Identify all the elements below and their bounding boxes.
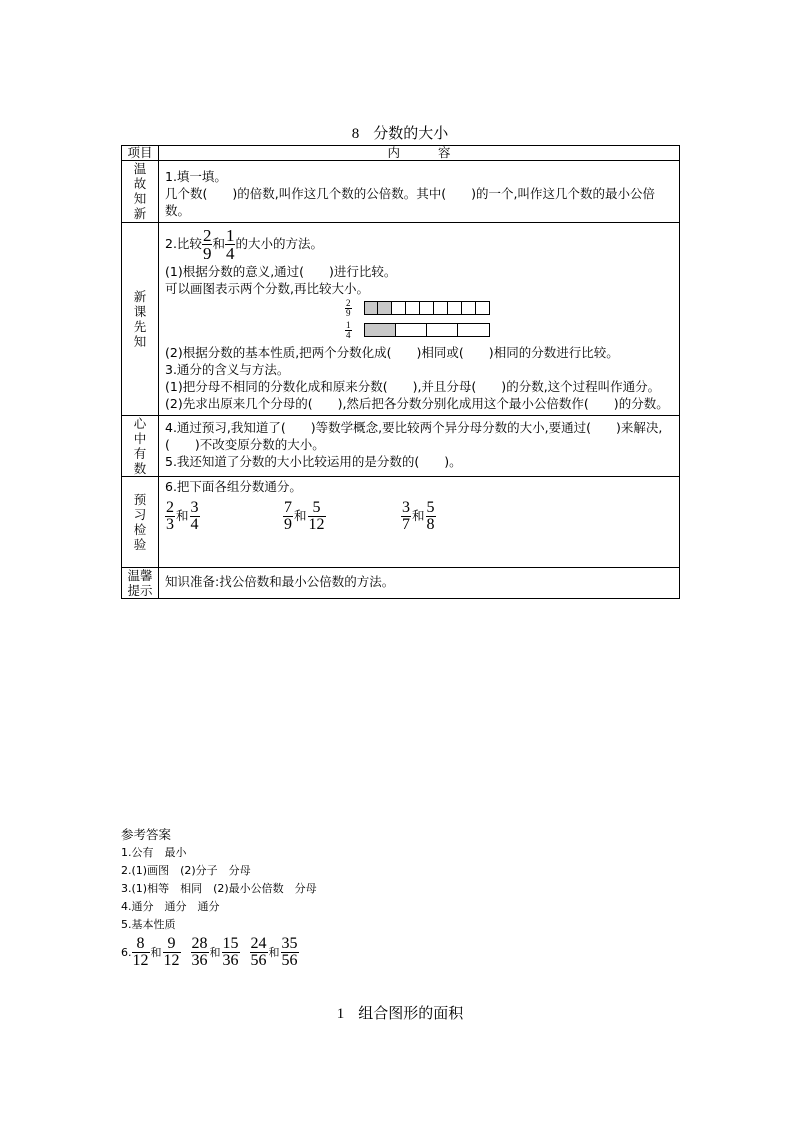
label-char: 故 — [133, 176, 147, 192]
bar-cell — [427, 324, 458, 336]
fraction-bar-ninths — [364, 301, 490, 315]
denominator: 12 — [132, 952, 149, 969]
numerator: 5 — [308, 500, 326, 517]
table-row-tip — [122, 567, 680, 598]
table-row-newlesson — [122, 222, 680, 415]
numerator: 3 — [402, 498, 410, 516]
q2-heading — [165, 227, 673, 262]
label-char: 验 — [133, 536, 147, 552]
and-word: 和 — [150, 945, 162, 959]
numerator: 2 — [166, 498, 174, 516]
label-char: 新 — [133, 206, 147, 222]
bar-cell — [406, 302, 420, 314]
footer-text: 组合图形的面积 — [358, 1004, 464, 1022]
answer-1: 1.公有 最小 — [121, 846, 187, 859]
worksheet-table — [121, 145, 680, 599]
denominator: 12 — [308, 515, 325, 533]
numerator: 5 — [426, 498, 435, 516]
table-header-row — [122, 146, 680, 161]
denominator: 4 — [190, 515, 199, 533]
label-char: 习 — [133, 506, 147, 522]
bar-cell — [392, 302, 406, 314]
q2-suffix: 的大小的方法。 — [235, 235, 323, 251]
footer-number: 1 — [336, 1006, 345, 1022]
numerator: 1 — [346, 319, 351, 330]
q2-and: 和 — [212, 235, 225, 251]
bar-cell — [458, 324, 488, 336]
q4-text: 4.通过预习,我知道了( )等数学概念,要比较两个异分母分数的大小,要通过( )来解决,( )不改变原分数的大小。 — [165, 419, 663, 452]
answer-key — [121, 826, 317, 969]
exercise-pair-2 — [283, 500, 401, 533]
title-text: 分数的大小 — [373, 124, 449, 142]
label-char: 数 — [133, 460, 147, 476]
numerator: 2 — [202, 225, 212, 245]
fraction-bar-row-1 — [345, 297, 673, 319]
page-title — [0, 122, 800, 143]
row-content-reflection — [159, 415, 680, 476]
label-char: 检 — [133, 521, 147, 537]
row-label-newlesson — [122, 222, 159, 415]
answer-4: 4.通分 通分 通分 — [121, 900, 220, 913]
denominator: 7 — [402, 515, 410, 533]
exercise-pair-3 — [401, 500, 519, 533]
bar-cell — [396, 324, 427, 336]
numerator: 9 — [163, 936, 181, 953]
row-content-tip — [159, 567, 680, 598]
numerator: 3 — [190, 498, 199, 516]
q1-heading: 1.填一填。 — [165, 169, 227, 184]
bar-cell — [476, 302, 489, 314]
and-word: 和 — [412, 507, 425, 523]
fraction — [222, 936, 240, 969]
denominator: 56 — [281, 952, 298, 969]
next-lesson-title — [0, 1002, 800, 1023]
answer-6-pair-2 — [191, 936, 240, 969]
numerator: 24 — [250, 935, 267, 952]
table-row-reflection — [122, 415, 680, 476]
and-word: 和 — [294, 507, 307, 523]
answer-2: 2.(1)画图 (2)分子 分母 — [121, 864, 251, 877]
bar-cell-shaded — [365, 324, 396, 336]
q2-1b-text: 可以画图表示两个分数,再比较大小。 — [165, 280, 369, 296]
fraction-2-9 — [202, 227, 213, 262]
and-word: 和 — [176, 507, 189, 523]
denominator: 9 — [284, 515, 292, 533]
numerator: 15 — [222, 935, 239, 952]
q2-2-text: (2)根据分数的基本性质,把两个分数化成( )相同或( )相同的分数进行比较。 — [165, 345, 619, 361]
bar-cell-shaded — [378, 302, 392, 314]
label-char: 知 — [133, 191, 147, 207]
fraction — [165, 500, 175, 533]
row-label-review — [122, 161, 159, 223]
bar2-fraction-label — [345, 321, 352, 340]
label-char: 课 — [133, 303, 147, 319]
numerator: 35 — [281, 935, 298, 952]
fraction — [163, 936, 181, 969]
fraction — [190, 500, 200, 533]
bar-cell-shaded — [365, 302, 379, 314]
denominator: 9 — [202, 243, 212, 263]
denominator: 12 — [163, 952, 180, 969]
row-content-newlesson — [159, 222, 680, 415]
row-content-practice — [159, 476, 680, 567]
label-char: 温 — [133, 161, 147, 177]
label-char: 有 — [133, 445, 147, 461]
bar-cell — [448, 302, 462, 314]
denominator: 8 — [426, 515, 435, 533]
label-char: 中 — [133, 430, 147, 446]
header-item: 项目 — [122, 146, 159, 161]
answer-6-pair-1 — [132, 936, 181, 969]
row-label-tip — [122, 567, 159, 598]
row-label-practice — [122, 476, 159, 567]
label-char: 心 — [133, 415, 147, 431]
row-label-reflection — [122, 415, 159, 476]
fraction — [426, 500, 436, 533]
answer-heading: 参考答案 — [121, 827, 172, 842]
header-content: 内容 — [159, 146, 680, 161]
fraction-bar-row-2 — [345, 319, 673, 341]
answer-5: 5.基本性质 — [121, 918, 176, 931]
denominator: 56 — [250, 952, 267, 969]
tip-text: 知识准备:找公倍数和最小公倍数的方法。 — [165, 574, 395, 590]
numerator: 28 — [191, 935, 208, 952]
bar-cell — [462, 302, 476, 314]
numerator: 2 — [346, 297, 351, 308]
q5-text: 5.我还知道了分数的大小比较运用的是分数的( )。 — [165, 453, 462, 469]
denominator: 3 — [166, 515, 174, 533]
fraction — [250, 936, 268, 969]
fraction-bar-quarters — [364, 323, 490, 337]
answer-6-pair-3 — [250, 936, 299, 969]
q1-text: 几个数( )的倍数,叫作这几个数的公倍数。其中( )的一个,叫作这几个数的最小公倍数。 — [165, 185, 655, 218]
q2-1-text: (1)根据分数的意义,通过( )进行比较。 — [165, 263, 397, 279]
label-char: 先 — [133, 318, 147, 334]
q3-2-text: (2)先求出原来几个分母的( ),然后把各分数分别化成用这个最小公倍数作( )的分数。 — [165, 396, 669, 411]
exercise-pairs — [165, 500, 673, 533]
fraction — [401, 500, 411, 533]
label-char: 知 — [133, 333, 147, 349]
numerator: 7 — [284, 498, 292, 516]
label-char: 提示 — [127, 582, 153, 598]
table-row-practice — [122, 476, 680, 567]
denominator: 36 — [191, 952, 208, 969]
denominator: 36 — [222, 952, 239, 969]
answer-3: 3.(1)相等 相同 (2)最小公倍数 分母 — [121, 882, 317, 895]
exercise-pair-1 — [165, 500, 283, 533]
fraction — [132, 936, 150, 969]
table-row-review — [122, 161, 680, 223]
fraction — [281, 936, 299, 969]
q2-prefix: 2.比较 — [165, 235, 202, 251]
answer-6-prefix: 6. — [121, 945, 132, 959]
fraction — [308, 500, 326, 533]
fraction — [283, 500, 293, 533]
answer-6 — [121, 936, 317, 969]
label-char: 温馨 — [127, 567, 153, 583]
denominator: 4 — [225, 243, 235, 263]
row-content-review — [159, 161, 680, 223]
q3-heading: 3.通分的含义与方法。 — [165, 362, 290, 378]
label-char: 预 — [133, 491, 147, 507]
q6-heading: 6.把下面各组分数通分。 — [165, 478, 302, 494]
numerator: 8 — [132, 936, 150, 953]
bar-cell — [434, 302, 448, 314]
bar-cell — [420, 302, 434, 314]
fraction — [191, 936, 209, 969]
numerator: 1 — [225, 225, 235, 245]
denominator: 4 — [346, 329, 351, 340]
q3-1-text: (1)把分母不相同的分数化成和原来分数( ),并且分母( )的分数,这个过程叫作通分。 — [165, 379, 661, 395]
denominator: 9 — [346, 307, 351, 318]
label-char: 新 — [133, 288, 147, 304]
bar1-fraction-label — [345, 299, 352, 318]
and-word: 和 — [209, 945, 221, 959]
title-number: 8 — [351, 126, 360, 142]
fraction-1-4 — [225, 227, 236, 262]
and-word: 和 — [268, 945, 280, 959]
